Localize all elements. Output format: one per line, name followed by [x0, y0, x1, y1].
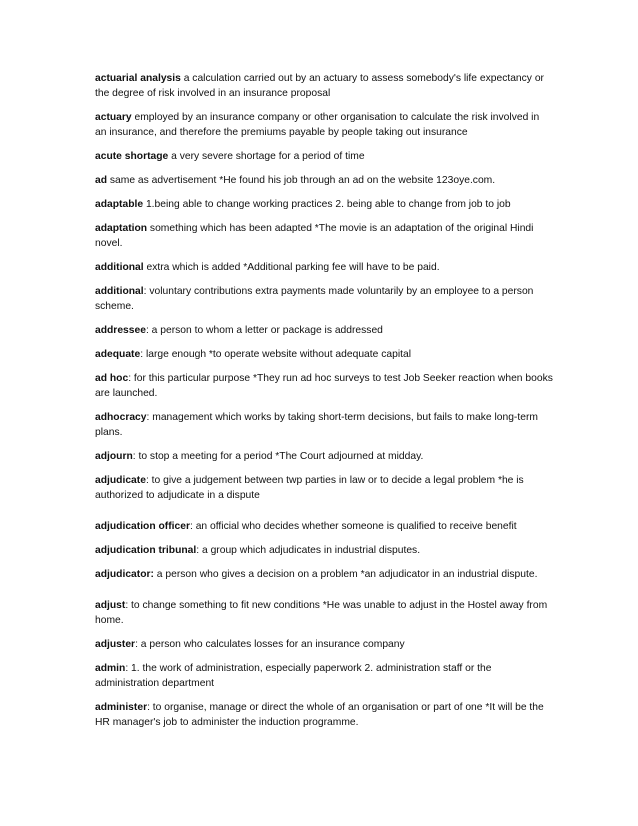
glossary-entry — [95, 567, 553, 582]
entry-term: ad hoc — [95, 373, 129, 384]
entry-term: adequate — [95, 349, 141, 360]
entry-definition: : for this particular purpose *They run ad hoc surveys to test Job Seeker reaction when books are launched. — [95, 373, 553, 399]
entry-definition: a very severe shortage for a period of time — [168, 151, 365, 162]
entry-term: administer — [95, 702, 148, 713]
glossary-entry — [95, 323, 553, 338]
entry-term: actuarial analysis — [95, 73, 181, 84]
entry-term: acute shortage — [95, 151, 169, 162]
glossary-entry — [95, 473, 553, 503]
glossary-entry — [95, 410, 553, 440]
glossary-entry — [95, 543, 553, 558]
entry-definition: extra which is added *Additional parking fee will have to be paid. — [143, 262, 440, 273]
glossary-entry — [95, 637, 553, 652]
entry-term: ad — [95, 175, 108, 186]
entry-term: adjudication tribunal — [95, 545, 197, 556]
entry-definition: : to give a judgement between twp parties in law or to decide a legal problem *he is authorized to adjudicate in a dispute — [95, 475, 524, 501]
glossary-entry — [95, 371, 553, 401]
entry-definition: a calculation carried out by an actuary to assess somebody's life expectancy or the degree of risk involved in an insurance proposal — [95, 73, 544, 99]
entry-definition: : to organise, manage or direct the whole of an organisation or part of one *It will be the HR manager's job to administer the induction programme. — [95, 702, 544, 728]
entry-term: actuary — [95, 112, 132, 123]
entry-term: adjudication officer — [95, 521, 190, 532]
entry-term: admin — [95, 663, 126, 674]
glossary-entry — [95, 110, 553, 140]
entry-term: adjourn — [95, 451, 133, 462]
entry-term: adaptation — [95, 223, 148, 234]
glossary-entry — [95, 221, 553, 251]
entry-definition: : large enough *to operate website without adequate capital — [140, 349, 411, 360]
glossary-entry — [95, 661, 553, 691]
entry-definition: : an official who decides whether someone is qualified to receive benefit — [189, 521, 517, 532]
glossary-entry — [95, 260, 553, 275]
entry-definition: : management which works by taking short-term decisions, but fails to make long-term plans. — [95, 412, 538, 438]
entry-term: adjust — [95, 600, 126, 611]
entry-definition: : a group which adjudicates in industrial disputes. — [196, 545, 421, 556]
glossary-entry — [95, 347, 553, 362]
glossary-entry — [95, 700, 553, 730]
glossary-entry — [95, 519, 553, 534]
entry-definition: : 1. the work of administration, especially paperwork 2. administration staff or the administration department — [95, 663, 492, 689]
entry-definition: something which has been adapted *The movie is an adaptation of the original Hindi novel. — [95, 223, 534, 249]
glossary-entry — [95, 284, 553, 314]
entry-term: addressee — [95, 325, 146, 336]
glossary-entry — [95, 197, 553, 212]
entry-term: adjuster — [95, 639, 136, 650]
entry-term: adhocracy — [95, 412, 147, 423]
entry-term: adjudicate — [95, 475, 146, 486]
entry-definition: : to stop a meeting for a period *The Court adjourned at midday. — [132, 451, 424, 462]
entry-term: additional — [95, 262, 144, 273]
entry-definition: : to change something to fit new conditions *He was unable to adjust in the Hostel away from home. — [95, 600, 548, 626]
glossary-entry — [95, 71, 553, 101]
entry-term: additional — [95, 286, 144, 297]
glossary-entry — [95, 173, 553, 188]
glossary-entry — [95, 449, 553, 464]
entry-definition: employed by an insurance company or other organisation to calculate the risk involved in an insurance, and therefore the premiums payable by people taking out insurance — [95, 112, 540, 138]
entry-definition: same as advertisement *He found his job through an ad on the website 123oye.com. — [107, 175, 496, 186]
entry-term: adjudicator: — [95, 569, 154, 580]
entry-definition: : a person to whom a letter or package is addressed — [145, 325, 383, 336]
glossary-entry — [95, 149, 553, 164]
entry-term: adaptable — [95, 199, 144, 210]
entry-definition: : voluntary contributions extra payments made voluntarily by an employee to a person scheme. — [95, 286, 534, 312]
entry-definition: : a person who calculates losses for an insurance company — [135, 639, 405, 650]
entry-definition: 1.being able to change working practices 2. being able to change from job to job — [143, 199, 511, 210]
entry-definition: a person who gives a decision on a problem *an adjudicator in an industrial dispute. — [153, 569, 538, 580]
glossary-entries — [95, 71, 553, 739]
glossary-entry — [95, 598, 553, 628]
